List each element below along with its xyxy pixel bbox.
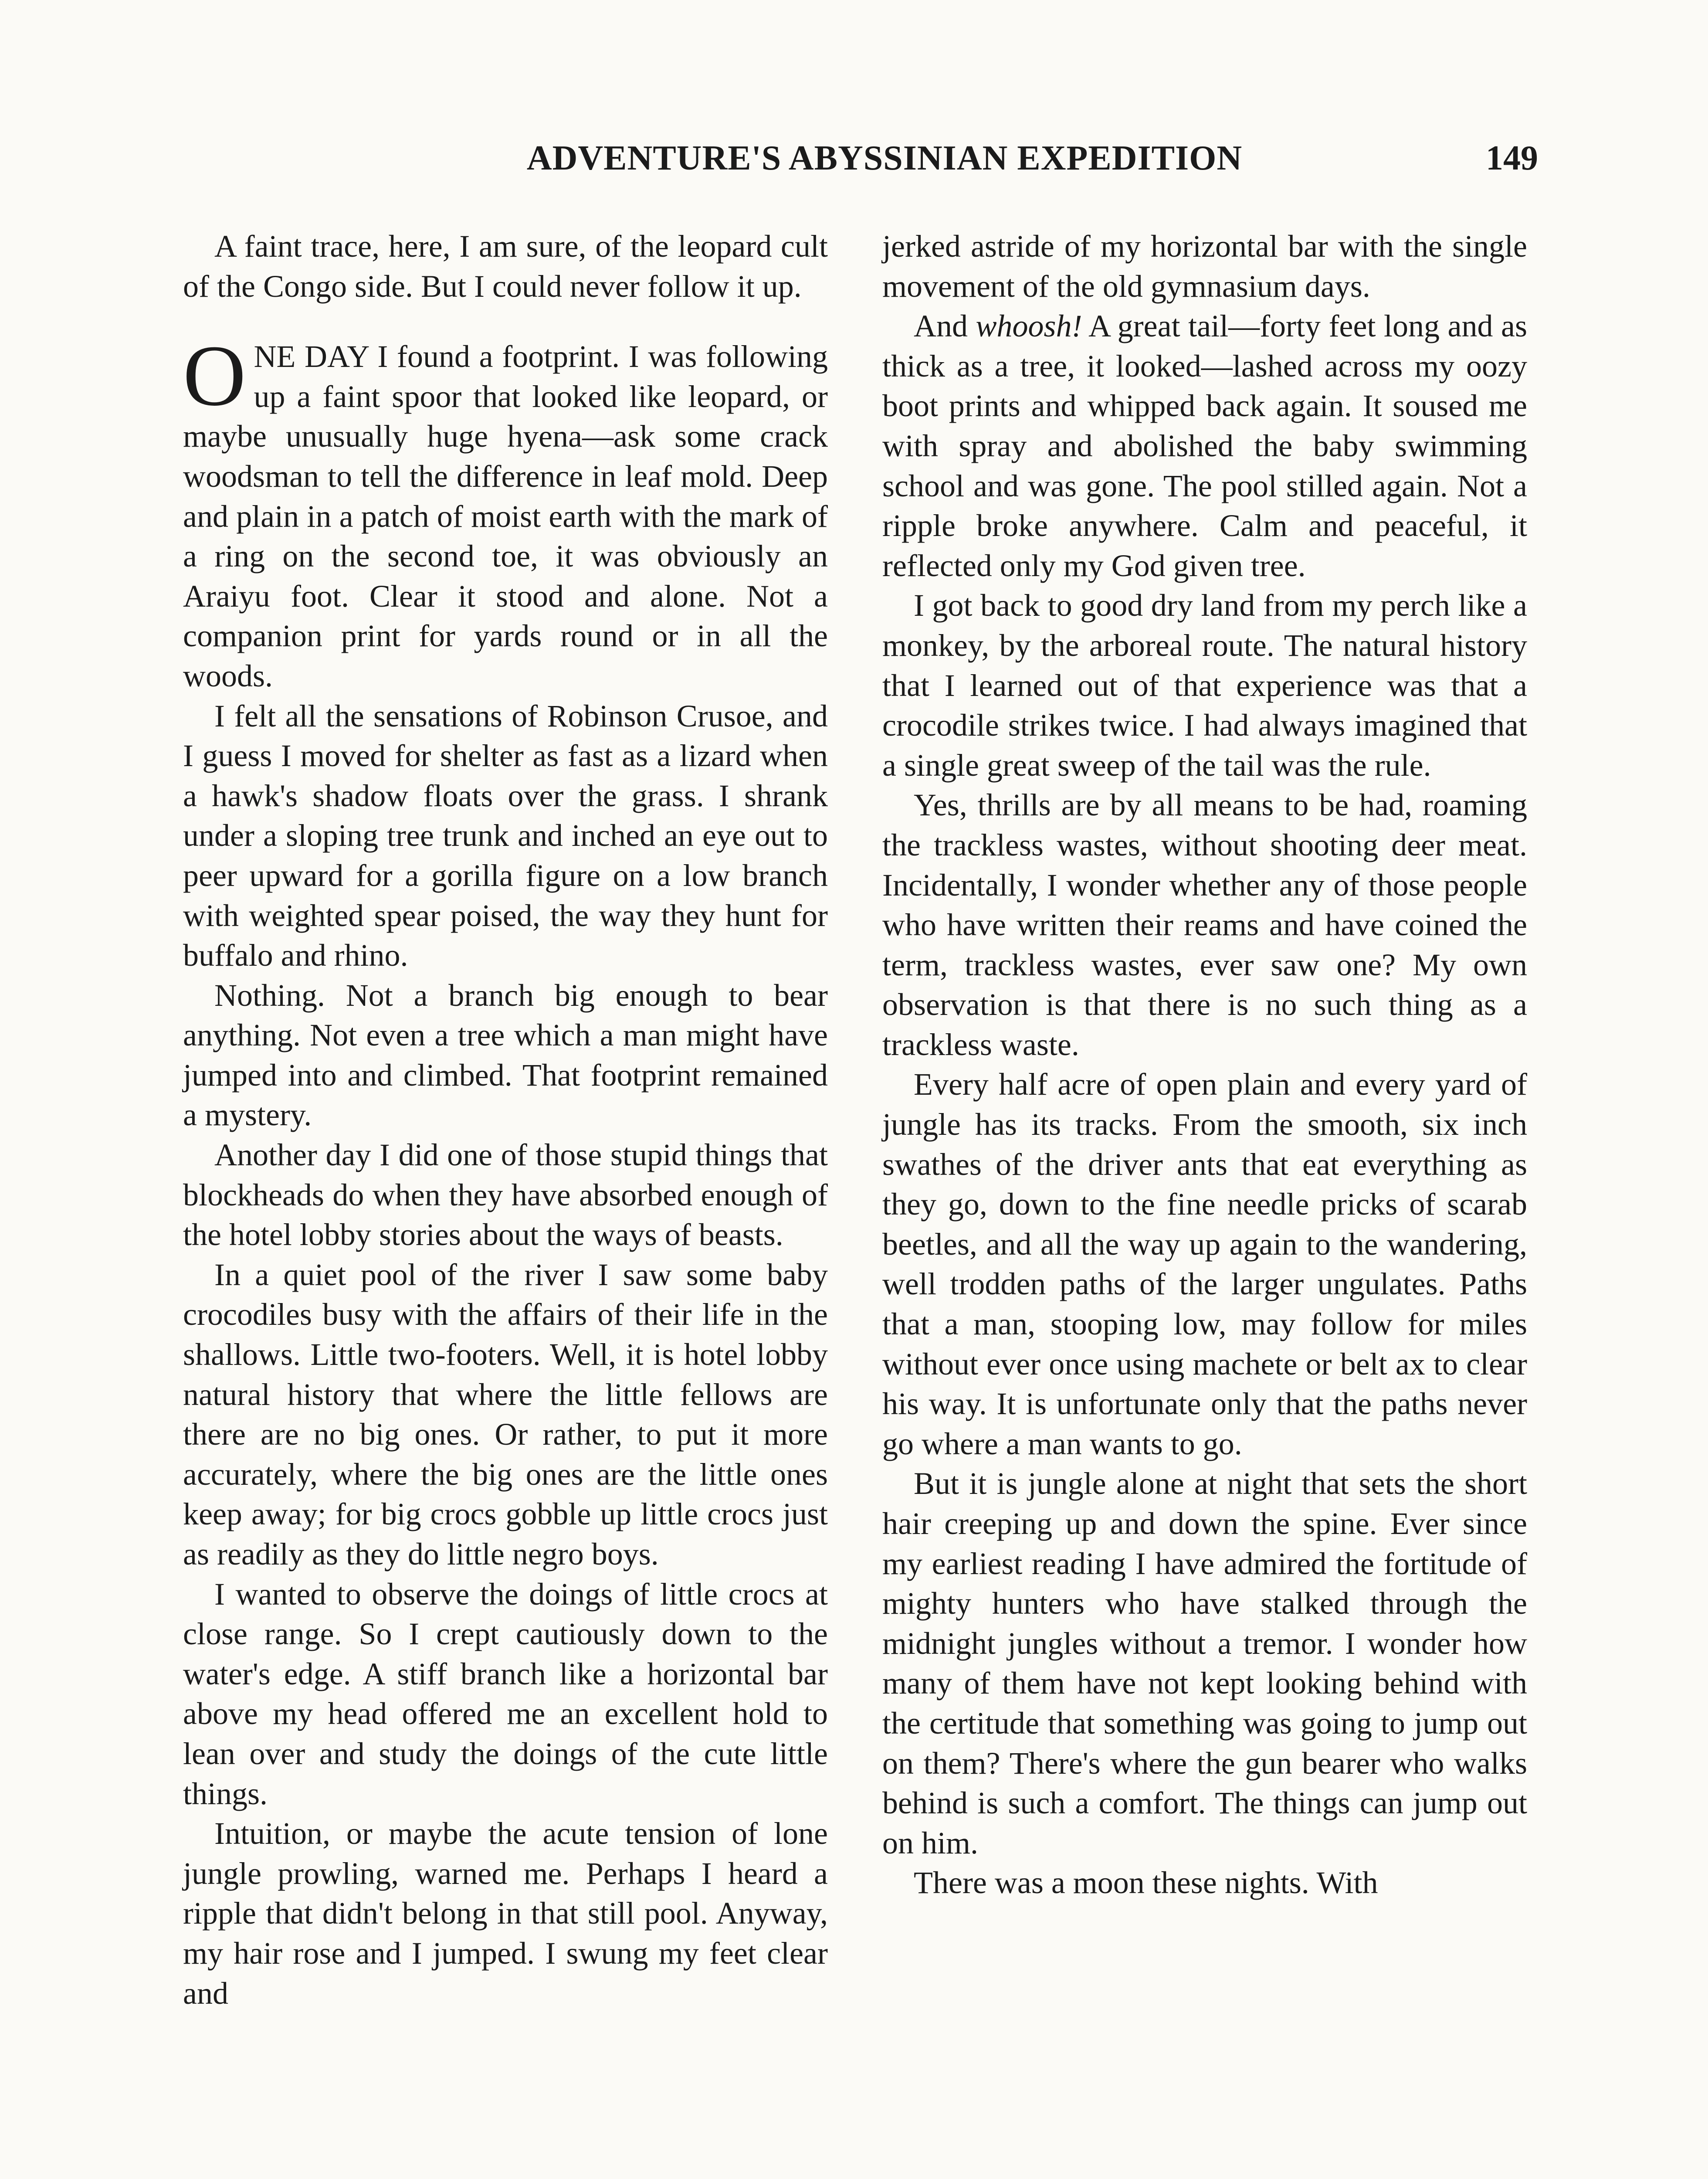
paragraph: In a quiet pool of the river I saw some baby crocodiles busy with the affairs of their life in the shallows. Little two-footers. Well, it is hotel lobby natural history that where the little fellows are there are no big ones. Or rather, to put it more accurately, where the big ones are the little ones keep away; for big crocs gobble up little crocs just as readily as they do little negro boys. [183, 1257, 828, 1571]
drop-cap: O [183, 328, 246, 424]
paragraph: A faint trace, here, I am sure, of the leopard cult of the Congo side. But I could never follow it up. [183, 229, 828, 304]
paragraph: Yes, thrills are by all means to be had, roaming the trackless wastes, without shooting deer meat. Incidentally, I wonder whether any of those people who have written their reams and have coined the term, trackless wastes, ever saw one? My own observation is that there is no such thing as a trackless waste. [882, 787, 1527, 1062]
paragraph: I wanted to observe the doings of little crocs at close range. So I crept cautiously down to the water's edge. A stiff branch like a horizontal bar above my head offered me an excellent hold to lean over and study the doings of the cute little things. [183, 1576, 828, 1811]
right-column [882, 227, 1527, 1903]
paragraph: I got back to good dry land from my perch like a monkey, by the arboreal route. The natural history that I learned out of that experience was that a crocodile strikes twice. I had always imagined that a single great sweep of the tail was the rule. [882, 588, 1527, 783]
paragraph: But it is jungle alone at night that sets the short hair creeping up and down the spine. Ever since my earliest reading I have admired the fortitude of mighty hunters who have stalked through the midnight jungles without a tremor. I wonder how many of them have not kept looking behind with the certitude that something was going to jump out on them? There's where the gun bearer who walks behind is such a comfort. The things can jump out on him. [882, 1466, 1527, 1860]
paragraph: Intuition, or maybe the acute tension of lone jungle prowling, warned me. Perhaps I heard a ripple that didn't belong in that still pool. Anyway, my hair rose and I jumped. I swung my feet clear and [183, 1816, 828, 2011]
page-number: 149 [1486, 139, 1538, 177]
paragraph: Another day I did one of those stupid things that blockheads do when they have absorbed enough of the hotel lobby stories about the ways of beasts. [183, 1137, 828, 1252]
emphasis: whoosh! [976, 309, 1082, 344]
paragraph-continued: jerked astride of my horizontal bar with the single movement of the old gymnasium days. [882, 229, 1527, 304]
paragraph: I felt all the sensations of Robinson Crusoe, and I guess I moved for shelter as fast as a lizard when a hawk's shadow floats over the grass. I shrank under a sloping tree trunk and inched an eye out to peer upward for a gorilla figure on a low branch with weighted spear poised, the way they hunt for buffalo and rhino. [183, 698, 828, 973]
section-opening-paragraph [183, 328, 828, 696]
left-column [183, 227, 828, 2013]
paragraph: There was a moon these nights. With [914, 1865, 1378, 1901]
paragraph: Nothing. Not a branch big enough to bear anything. Not even a tree which a man might have jumped into and climbed. That footprint remained a mystery. [183, 977, 828, 1133]
section-opening-text: NE DAY I found a footprint. I was following up a faint spoor that looked like leopard, or maybe unusually huge hyena—ask some crack woodsman to tell the difference in leaf mold. Deep and plain in a patch of moist earth with the mark of a ring on the second toe, it was obviously an Araiyu foot. Clear it stood and alone. Not a companion print for yards round or in all the woods. [183, 339, 828, 693]
paragraph: And whoosh! A great tail—forty feet long and as thick as a tree, it looked—lashed across my oozy boot prints and whipped back again. It soused me with spray and abolished the baby swimming school and was gone. The pool stilled again. Not a ripple broke anywhere. Calm and peaceful, it reflected only my God given tree. [882, 309, 1527, 583]
running-head: ADVENTURE'S ABYSSINIAN EXPEDITION [526, 139, 1243, 177]
paragraph: Every half acre of open plain and every yard of jungle has its tracks. From the smooth, six inch swathes of the driver ants that eat everything as they go, down to the fine needle pricks of scarab beetles, and all the way up again to the wandering, well trodden paths of the larger ungulates. Paths that a man, stooping low, may follow for miles without ever once using machete or belt ax to clear his way. It is unfortunate only that the paths never go where a man wants to go. [882, 1067, 1527, 1461]
